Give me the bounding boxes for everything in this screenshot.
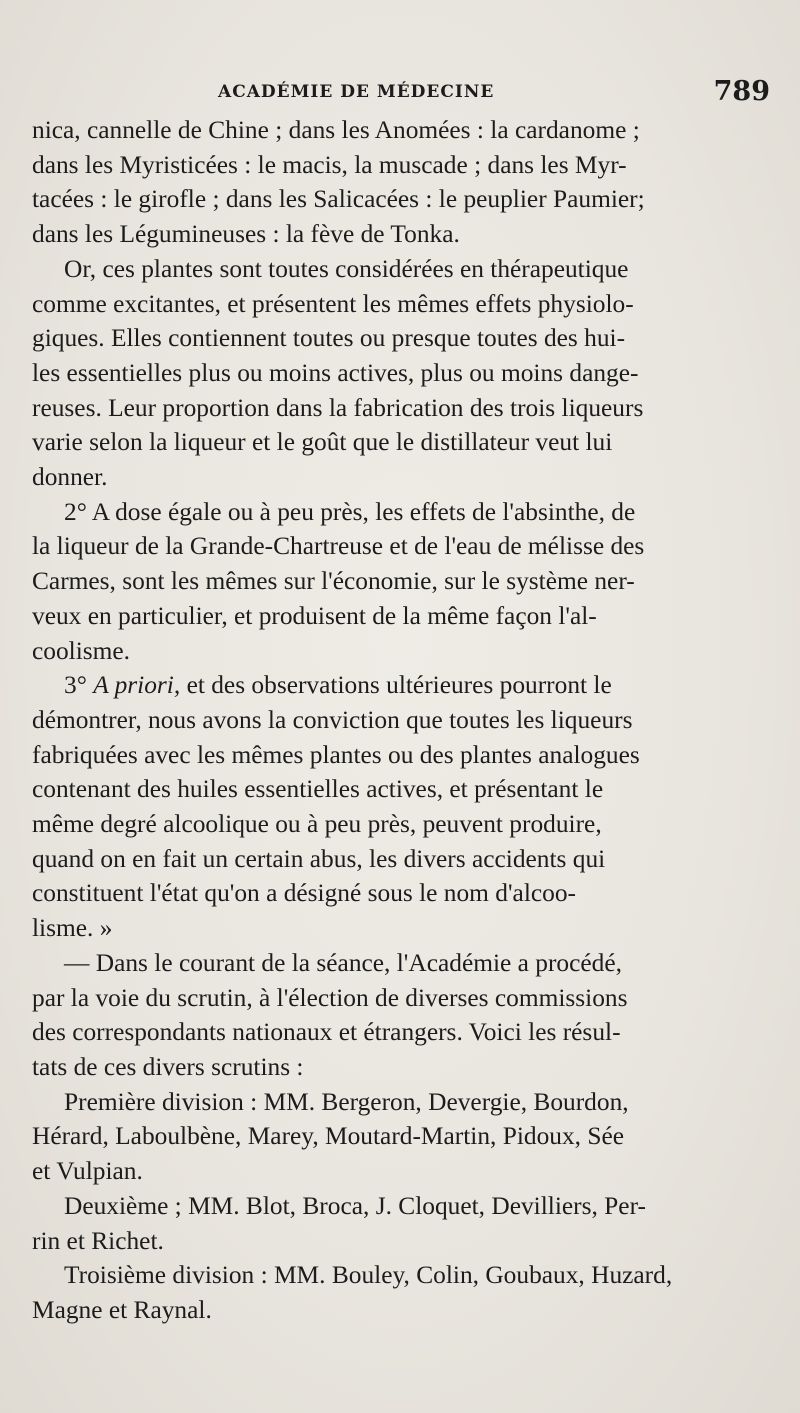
text-line: démontrer, nous avons la conviction que toutes les liqueurs (32, 705, 633, 734)
text-line: quand on en fait un certain abus, les divers accidents qui (32, 844, 606, 873)
paragraph (32, 668, 684, 946)
text-fragment: et des observations ultérieures pourront le (180, 671, 612, 700)
running-head: ACADÉMIE DE MÉDECINE (218, 82, 495, 102)
text-line: la liqueur de la Grande-Chartreuse et de l'eau de mélisse des (32, 532, 645, 561)
paragraph (32, 252, 684, 495)
text-line: tacées : le girofle ; dans les Salicacées : le peuplier Paumier; (32, 185, 645, 214)
paragraph (32, 1085, 684, 1189)
text-line: 2° A dose égale ou à peu près, les effets de l'absinthe, de (64, 497, 636, 526)
text-line: giques. Elles contiennent toutes ou presque toutes des hui- (32, 324, 626, 353)
text-line: dans les Légumineuses : la fève de Tonka. (32, 220, 460, 249)
text-line: Carmes, sont les mêmes sur l'économie, sur le système ner- (32, 567, 635, 596)
text-line: coolisme. (32, 636, 131, 665)
text-line: contenant des huiles essentielles actives, et présentant le (32, 775, 604, 804)
text-line: Hérard, Laboulbène, Marey, Moutard-Martin, Pidoux, Sée (32, 1122, 625, 1151)
text-line: Troisième division : MM. Bouley, Colin, Goubaux, Huzard, (64, 1261, 673, 1290)
page-number: 789 (713, 76, 770, 107)
text-line: tats de ces divers scrutins : (32, 1052, 304, 1081)
text-line: dans les Myristicées : le macis, la muscade ; dans les Myr- (32, 150, 627, 179)
text-line: même degré alcoolique ou à peu près, peuvent produire, (32, 810, 602, 839)
text-line: des correspondants nationaux et étrangers. Voici les résul- (32, 1018, 621, 1047)
text-line: fabriquées avec les mêmes plantes ou des plantes analogues (32, 740, 640, 769)
paragraph (32, 1189, 684, 1258)
body-text (32, 113, 684, 1328)
list-number: 3° (64, 671, 94, 700)
paragraph (32, 946, 684, 1085)
text-line: par la voie du scrutin, à l'élection de diverses commissions (32, 983, 628, 1012)
paragraph (32, 1258, 684, 1327)
text-line: Première division : MM. Bergeron, Devergie, Bourdon, (64, 1087, 629, 1116)
text-line: — Dans le courant de la séance, l'Académie a procédé, (64, 948, 622, 977)
text-line: veux en particulier, et produisent de la même façon l'al- (32, 601, 597, 630)
paragraph (32, 113, 684, 252)
text-line: Or, ces plantes sont toutes considérées en thérapeutique (64, 254, 629, 283)
text-line: varie selon la liqueur et le goût que le distillateur veut lui (32, 428, 613, 457)
page-header (30, 74, 770, 110)
paragraph (32, 495, 684, 669)
text-line: constituent l'état qu'on a désigné sous le nom d'alcoo- (32, 879, 576, 908)
text-line: Magne et Raynal. (32, 1295, 212, 1324)
text-line: donner. (32, 463, 108, 492)
text-line: comme excitantes, et présentent les mêmes effets physiolo- (32, 289, 634, 318)
text-line: lisme. » (32, 914, 113, 943)
text-line: les essentielles plus ou moins actives, plus ou moins dange- (32, 358, 639, 387)
text-line: rin et Richet. (32, 1226, 164, 1255)
text-line: nica, cannelle de Chine ; dans les Anomées : la cardanome ; (32, 116, 640, 144)
text-line: Deuxième ; MM. Blot, Broca, J. Cloquet, Devilliers, Per- (64, 1191, 646, 1220)
italic-phrase: A priori, (93, 671, 181, 700)
text-line (32, 668, 684, 703)
text-line: et Vulpian. (32, 1157, 143, 1186)
text-line: reuses. Leur proportion dans la fabrication des trois liqueurs (32, 393, 644, 422)
